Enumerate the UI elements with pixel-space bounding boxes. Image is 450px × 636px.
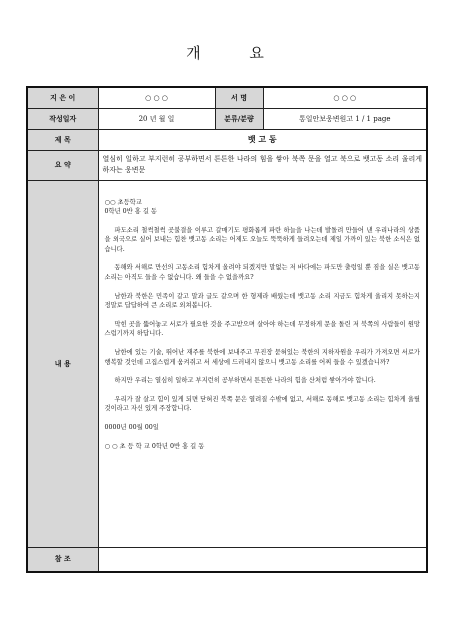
writer-label: 지 은 이 [27, 87, 98, 108]
school-name: ○○ 초등학교 [104, 198, 142, 206]
signature-value: ○ ○ ○ [263, 87, 427, 108]
paragraph-1: 파도소리 철썩철썩 곳불결을 이루고 갈매기도 평화롭게 파란 하늘을 나는데 발돌려 만들어 낸 우리나라의 상품을 외국으로 실어 보내는 힘찬 뱃고동 소리는 어제도 오늘도 뚝뚝하게 들려오는데 제일 가까이 있는 북한 소식은 없습니다. [104, 226, 420, 253]
date-label: 작성일자 [27, 108, 98, 129]
paragraph-6: 하지만 우리는 열심히 일하고 부지런히 공부하면서 튼튼한 나라의 힘을 산처럼 쌓아가야 합니다. [114, 377, 376, 385]
reference-row [27, 547, 427, 572]
summary-row [27, 150, 427, 180]
summary-value: 열심히 일하고 부지런히 공부하면서 튼튼한 나라의 힘을 쌓아 북쪽 문을 열고 북으로 뱃고동 소리 울리게 하자는 웅변문 [98, 150, 427, 180]
content-label: 내 용 [27, 180, 98, 547]
reference-label: 참 조 [27, 547, 98, 572]
subject-value: 뱃 고 동 [98, 129, 427, 150]
paragraph-7: 우리가 잘 살고 힘이 있게 되면 닫혀진 북쪽 문은 열려질 수밖에 없고, 서해로 동해로 뱃고동 소리는 힘차게 울릴 것이라고 자신 있게 주장합니다. [104, 395, 420, 413]
summary-label: 요 약 [27, 150, 98, 180]
reference-value [98, 547, 427, 572]
paragraph-3: 남한과 북한은 민족이 같고 말과 글도 같으며 한 형제라 배웠는데 뱃고동 소리 지금도 힘차게 울리지 못하는지 정말로 답답하여 큰 소리로 외쳐봅니다. [104, 292, 420, 310]
speech-date: 0000년 00월 00일 [104, 424, 159, 431]
student-name: 0학년 0반 홍 길 동 [104, 208, 158, 216]
speech-content [105, 181, 421, 452]
paragraph-2: 동해와 서해로 만선의 고동소리 힘차게 올려야 되겠지만 말없는 저 바다에는 파도만 출렁일 뿐 짐을 실은 뱃고동 소리는 아직도 들을 수 없습니다. 왜 들을 수 없을까요? [104, 264, 420, 282]
signature-label: 서 명 [215, 87, 263, 108]
writer-row [27, 87, 427, 108]
content-row [27, 180, 427, 547]
subject-label: 제 목 [27, 129, 98, 150]
paragraph-4: 막힌 곳을 뚫어놓고 서로가 필요한 것을 주고받으며 살아야 하는데 무정하게 문을 돌린 저 북쪽의 사람들이 원망스럽기까지 하답니다. [104, 320, 420, 338]
subject-row [27, 129, 427, 150]
paragraph-5: 남한에 있는 기술, 뛰어난 재주를 북한에 보내주고 무진장 묻혀있는 북한의 지하자원을 우리가 가져오면 서로가 행복할 것인데 고집스럽게 움켜쥐고 서 세상에 드러내지 않으니 뱃고동 소리를 어찌 들을 수 있겠습니까? [104, 349, 420, 366]
category-label: 분류/분량 [215, 108, 263, 129]
summary-form-table [26, 86, 428, 573]
speech-signoff: ○ ○ 초 등 학 교 0학년 0반 홍 길 동 [104, 442, 205, 450]
content-cell [98, 180, 427, 547]
category-value: 통일안보웅변원고 1 / 1 page [263, 108, 427, 129]
page-title: 개 요 [186, 44, 286, 62]
writer-value: ○ ○ ○ [98, 87, 215, 108]
date-row [27, 108, 427, 129]
date-value: 20 년 월 일 [98, 108, 215, 129]
